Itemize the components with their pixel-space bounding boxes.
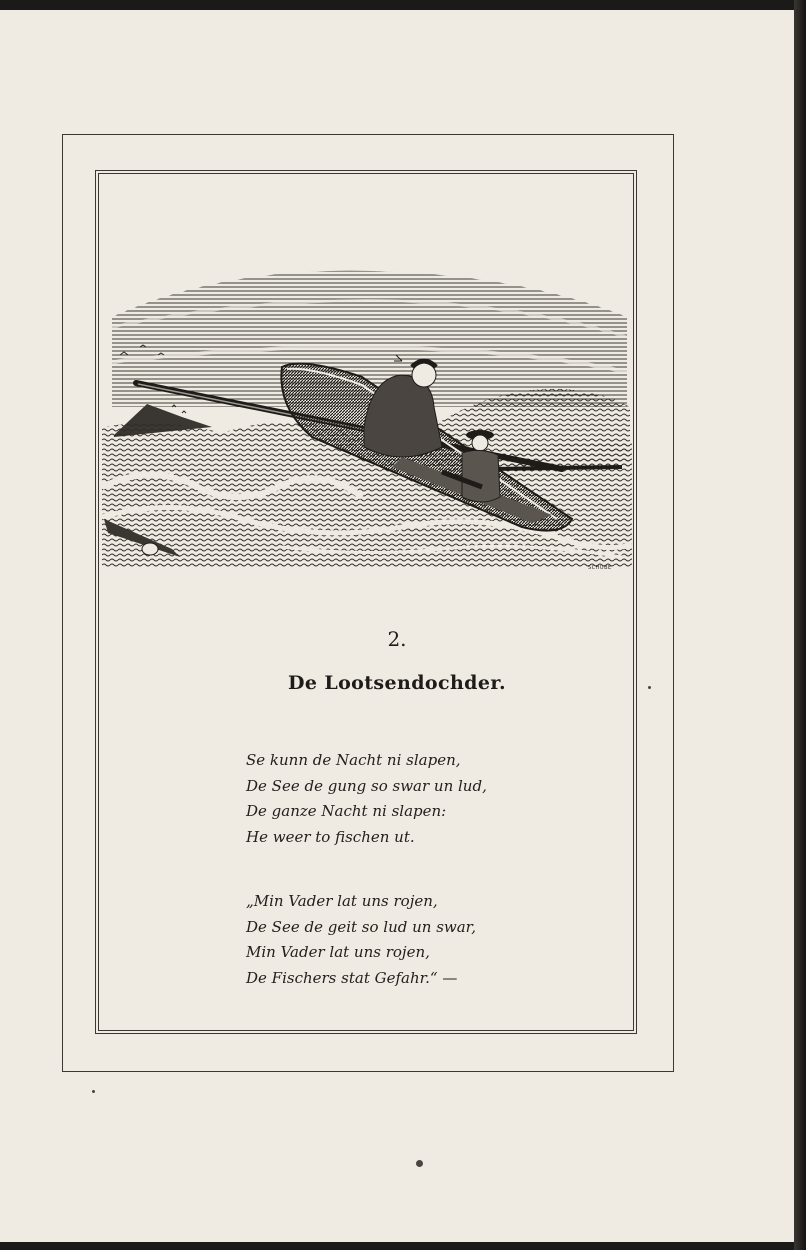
verse-line: De Fischers stat Gefahr.“ —	[246, 968, 458, 987]
paper-speck	[92, 1090, 95, 1093]
book-spine-edge	[794, 0, 806, 1250]
verse-line: De ganze Nacht ni slapen:	[246, 802, 447, 821]
paper-speck	[416, 1160, 423, 1167]
poem-title: De Lootsendochder.	[287, 672, 507, 694]
stanza-2	[246, 889, 476, 991]
verse-line: „Min Vader lat uns rojen,	[246, 892, 438, 910]
verse-line: De See de gung so swar un lud,	[246, 776, 487, 795]
book-page	[0, 10, 794, 1242]
stanza-1	[246, 748, 487, 850]
verse-line: De See de geit so lud un swar,	[246, 917, 476, 936]
paper-speck	[648, 686, 651, 689]
engraver-signature: SCHUBE	[588, 565, 612, 571]
verse-line: He weer to fischen ut.	[246, 827, 415, 846]
verse-line: Min Vader lat uns rojen,	[246, 943, 430, 962]
poem-number: 2.	[387, 627, 407, 651]
rowing-boat-engraving	[102, 257, 632, 579]
verse-line: Se kunn de Nacht ni slapen,	[246, 751, 461, 769]
